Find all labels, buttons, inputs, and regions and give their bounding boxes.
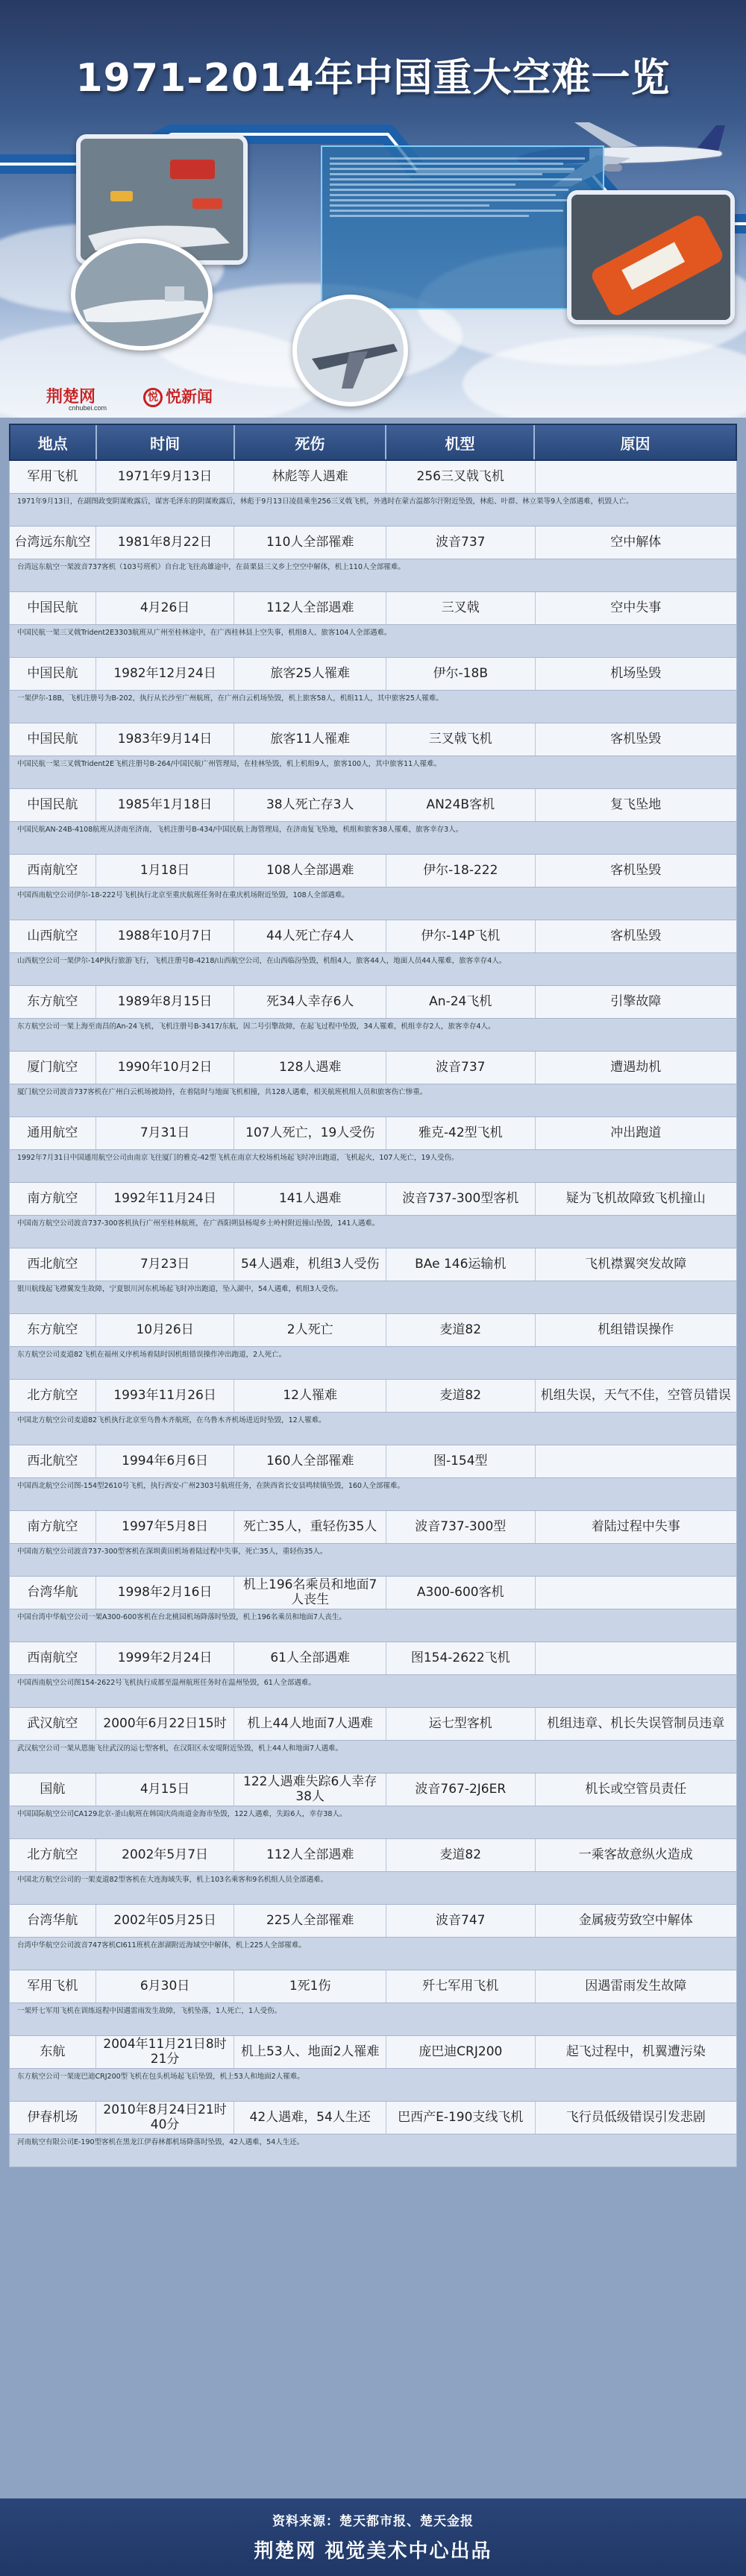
cell-cause: 一乘客故意纵火造成 (578, 1847, 693, 1862)
cell-cause: 客机坠毁 (610, 862, 662, 878)
source-note: 资料来源：楚天都市报、楚天金报 (272, 2514, 474, 2529)
cell-time: 2000年6月22日15时 (96, 1708, 235, 1740)
cell-model: 波音737-300型 (386, 1511, 536, 1543)
table-header-row (9, 424, 737, 461)
table-record (9, 1774, 737, 1839)
cell-place: 北方航空 (10, 1839, 96, 1871)
cell-cause: 机长或空管员责任 (585, 1781, 687, 1797)
cell-casualties: 128人遇难 (234, 1052, 386, 1084)
row-detail-text: 中国西北航空公司图-154型2610号飞机，执行西安-广州2303号航班任务，在陕西省长安县鸣犊镇坠毁，160人全部罹难。 (9, 1478, 737, 1511)
cell-time: 1992年11月24日 (96, 1183, 235, 1215)
cell-casualties: 225人全部罹难 (234, 1905, 386, 1937)
cell-model: A300-600客机 (386, 1577, 536, 1609)
table-record (9, 1970, 737, 2036)
cnhubei-logo: 荆楚网 cnhubei.com (46, 387, 107, 412)
table-row (9, 1445, 737, 1478)
cell-cause (536, 1577, 736, 1609)
flight-recorder-photo (567, 190, 735, 324)
cell-time: 1月18日 (96, 855, 235, 887)
header-time: 时间 (97, 425, 235, 459)
cell-time: 4月15日 (96, 1774, 235, 1806)
cell-model: 波音737 (386, 1052, 536, 1084)
row-detail-text: 厦门航空公司波音737客机在广州白云机场被劫持，在着陆时与地面飞机相撞，共128人遇难，相关航班机组人员和旅客伤亡惨重。 (9, 1084, 737, 1117)
cell-time: 1983年9月14日 (96, 723, 235, 755)
cell-cause: 空中解体 (610, 534, 662, 550)
cell-cause: 机组违章、机长失误管制员违章 (547, 1715, 725, 1731)
page-title: 1971-2014年中国重大空难一览 (75, 56, 671, 101)
header-casualties: 死伤 (235, 425, 386, 459)
table-row (9, 1905, 737, 1938)
table-record (9, 592, 737, 658)
table-record (9, 1380, 737, 1445)
table-record (9, 986, 737, 1052)
table-record (9, 1577, 737, 1642)
cell-cause (536, 1642, 736, 1674)
cell-model: 波音737 (386, 527, 536, 559)
cell-time: 7月31日 (96, 1117, 235, 1149)
row-detail-text: 1971年9月13日，在副图政变阴谋败露后，谋害毛泽东的阴谋败露后，林彪于9月13日凌晨乘坐256三叉戟飞机，外逃时在蒙古温都尔汗附近坠毁，林彪、叶群、林立果等9人全部遇难，机毁人亡。 (9, 494, 737, 527)
cell-cause: 客机坠毁 (610, 731, 662, 747)
cell-casualties: 112人全部遇难 (234, 592, 386, 624)
cell-model: 伊尔-14P飞机 (386, 920, 536, 952)
cell-model: 三叉戟 (386, 592, 536, 624)
cell-time: 1999年2月24日 (96, 1642, 235, 1674)
cell-model: 图-154型 (386, 1445, 536, 1477)
row-detail-text: 武汉航空公司一架从恩施飞往武汉的运七型客机，在汉阳区永安堤附近坠毁，机上44人和地面7人遇难。 (9, 1741, 737, 1774)
cell-time: 1990年10月2日 (96, 1052, 235, 1084)
cell-time: 1993年11月26日 (96, 1380, 235, 1412)
crash-table (9, 424, 737, 2167)
cell-time: 4月26日 (96, 592, 235, 624)
cell-casualties: 160人全部罹难 (234, 1445, 386, 1477)
cell-place: 中国民航 (10, 789, 96, 821)
cell-casualties: 2人死亡 (234, 1314, 386, 1346)
table-row (9, 1970, 737, 2003)
yue-news-logo: 悦 悦新闻 (143, 385, 213, 407)
cell-model: 256三叉戟飞机 (386, 461, 536, 493)
row-detail-text: 台湾中华航空公司波音747客机CI611班机在澎湖附近海域空中解体，机上225人全部罹难。 (9, 1938, 737, 1970)
table-row (9, 1774, 737, 1806)
cell-place: 山西航空 (10, 920, 96, 952)
intro-text-box (321, 145, 604, 310)
cell-place: 中国民航 (10, 592, 96, 624)
cell-casualties: 机上44人地面7人遇难 (234, 1708, 386, 1740)
cell-cause: 飞行员低级错误引发悲剧 (565, 2109, 706, 2125)
cell-casualties: 44人死亡存4人 (234, 920, 386, 952)
table-record (9, 461, 737, 527)
table-record (9, 658, 737, 723)
table-row (9, 1117, 737, 1150)
cell-time: 2010年8月24日21时40分 (96, 2102, 235, 2134)
cell-cause: 机场坠毁 (610, 665, 662, 681)
header-place: 地点 (10, 425, 97, 459)
row-detail-text: 1992年7月31日中国通用航空公司由南京飞往厦门的雅克-42型飞机在南京大校场机场起飞时冲出跑道，飞机起火，107人死亡，19人受伤。 (9, 1150, 737, 1183)
table-row (9, 1052, 737, 1084)
cell-cause: 疑为飞机故障致飞机撞山 (565, 1190, 706, 1206)
table-row (9, 527, 737, 559)
cell-model: An-24飞机 (386, 986, 536, 1018)
table-record (9, 1314, 737, 1380)
table-record (9, 1117, 737, 1183)
cell-casualties: 122人遇难失踪6人幸存38人 (234, 1774, 386, 1806)
table-row (9, 1248, 737, 1281)
cell-casualties: 死亡35人，重轻伤35人 (234, 1511, 386, 1543)
table-record (9, 1642, 737, 1708)
cell-time: 1988年10月7日 (96, 920, 235, 952)
cell-cause: 引擎故障 (610, 993, 662, 1009)
cell-place: 伊春机场 (10, 2102, 96, 2134)
cell-casualties: 旅客25人罹难 (234, 658, 386, 690)
cell-place: 南方航空 (10, 1183, 96, 1215)
row-detail-text: 中国南方航空公司波音737-300型客机在深圳黄田机场着陆过程中失事，死亡35人，重轻伤35人。 (9, 1544, 737, 1577)
cell-casualties: 死34人幸存6人 (234, 986, 386, 1018)
table-row (9, 920, 737, 953)
cell-cause: 客机坠毁 (610, 928, 662, 943)
table-row (9, 1314, 737, 1347)
cell-place: 台湾华航 (10, 1577, 96, 1609)
cell-casualties: 机上53人、地面2人罹难 (234, 2036, 386, 2068)
cell-place: 台湾远东航空 (10, 527, 96, 559)
cell-cause: 金属疲劳致空中解体 (578, 1912, 693, 1928)
row-detail-text: 河南航空有限公司E-190型客机在黑龙江伊春林都机场降落时坠毁，42人遇难，54人生还。 (9, 2134, 737, 2167)
cell-model: 图154-2622飞机 (386, 1642, 536, 1674)
table-row (9, 986, 737, 1019)
cell-casualties: 61人全部遇难 (234, 1642, 386, 1674)
cell-casualties: 机上196名乘员和地面7人丧生 (234, 1577, 386, 1609)
table-record (9, 723, 737, 789)
cell-casualties: 110人全部罹难 (234, 527, 386, 559)
cell-cause: 起飞过程中，机翼遭污染 (565, 2043, 706, 2059)
table-record (9, 2102, 737, 2167)
table-row (9, 1380, 737, 1413)
cell-place: 厦门航空 (10, 1052, 96, 1084)
cell-casualties: 林彪等人遇难 (234, 461, 386, 493)
cell-place: 中国民航 (10, 658, 96, 690)
cell-time: 2002年05月25日 (96, 1905, 235, 1937)
cell-cause: 遭遇劫机 (610, 1059, 662, 1075)
header-banner (0, 0, 746, 418)
table-record (9, 1052, 737, 1117)
cell-cause: 着陆过程中失事 (591, 1518, 680, 1534)
cell-casualties: 1死1伤 (234, 1970, 386, 2002)
cell-time: 2002年5月7日 (96, 1839, 235, 1871)
table-row (9, 1511, 737, 1544)
table-row (9, 1839, 737, 1872)
table-record (9, 2036, 737, 2102)
header-cause: 原因 (620, 434, 651, 453)
table-record (9, 920, 737, 986)
cell-model: 波音737-300型客机 (386, 1183, 536, 1215)
cell-model: 运七型客机 (386, 1708, 536, 1740)
cell-model: 巴西产E-190支线飞机 (386, 2102, 536, 2134)
cell-model: 麦道82 (386, 1380, 536, 1412)
cell-model: 庞巴迪CRJ200 (386, 2036, 536, 2068)
cell-casualties: 旅客11人罹难 (234, 723, 386, 755)
table-row (9, 1577, 737, 1609)
cell-model: 波音747 (386, 1905, 536, 1937)
cell-casualties: 107人死亡，19人受伤 (234, 1117, 386, 1149)
cell-casualties: 42人遇难，54人生还 (234, 2102, 386, 2134)
cell-cause: 复飞坠地 (610, 797, 662, 812)
table-record (9, 1445, 737, 1511)
cell-casualties: 38人死亡存3人 (234, 789, 386, 821)
cell-model: 雅克-42型飞机 (386, 1117, 536, 1149)
cell-time: 1994年6月6日 (96, 1445, 235, 1477)
row-detail-text: 中国西南航空公司图154-2622号飞机执行成都至温州航班任务时在温州坠毁，61人全部遇难。 (9, 1675, 737, 1708)
cell-time: 1998年2月16日 (96, 1577, 235, 1609)
cell-model: 歼七军用飞机 (386, 1970, 536, 2002)
cell-model: BAe 146运输机 (386, 1248, 536, 1281)
cell-model: 波音767-2J6ER (386, 1774, 536, 1806)
cell-place: 台湾华航 (10, 1905, 96, 1937)
table-row (9, 2036, 737, 2069)
cell-model: 三叉戟飞机 (386, 723, 536, 755)
cell-casualties: 141人遇难 (234, 1183, 386, 1215)
cell-casualties: 112人全部遇难 (234, 1839, 386, 1871)
table-row (9, 1708, 737, 1741)
row-detail-text: 中国西南航空公司伊尔-18-222号飞机执行北京至重庆航班任务时在重庆机场附近坠毁，108人全部遇难。 (9, 888, 737, 920)
row-detail-text: 中国北方航空公司的一架麦道82型客机在大连海域失事，机上103名乘客和9名机组人员全部遇难。 (9, 1872, 737, 1905)
cell-time: 1971年9月13日 (96, 461, 235, 493)
table-record (9, 1839, 737, 1905)
row-detail-text: 东方航空公司一架上海至南昌的An-24飞机，飞机注册号B-3417/东航，因二号引擎故障，在起飞过程中坠毁，34人罹难，机组幸存2人，旅客幸存4人。 (9, 1019, 737, 1052)
cell-cause: 空中失事 (610, 600, 662, 615)
cell-time: 1985年1月18日 (96, 789, 235, 821)
cell-time: 7月23日 (96, 1248, 235, 1281)
cell-place: 西南航空 (10, 1642, 96, 1674)
row-detail-text: 东方航空公司一架庞巴迪CRJ200型飞机在包头机场起飞后坠毁，机上53人和地面2人罹难。 (9, 2069, 737, 2102)
producer-credit: 荆楚网 视觉美术中心出品 (254, 2540, 492, 2563)
cell-model: AN24B客机 (386, 789, 536, 821)
table-row (9, 1183, 737, 1216)
table-row (9, 2102, 737, 2134)
table-row (9, 658, 737, 691)
runway-plane-photo (292, 295, 408, 406)
cell-time: 6月30日 (96, 1970, 235, 2002)
table-record (9, 855, 737, 920)
cell-time: 1982年12月24日 (96, 658, 235, 690)
row-detail-text: 中国南方航空公司波音737-300客机执行广州至桂林航班，在广西阳朔县杨堤乡土岭村附近撞山坠毁，141人遇难。 (9, 1216, 737, 1248)
cell-model: 麦道82 (386, 1839, 536, 1871)
cell-place: 通用航空 (10, 1117, 96, 1149)
table-row (9, 789, 737, 822)
cell-model: 伊尔-18-222 (386, 855, 536, 887)
table-record (9, 1248, 737, 1314)
row-detail-text: 东方航空公司麦道82飞机在福州义序机场着陆时因机组错误操作冲出跑道，2人死亡。 (9, 1347, 737, 1380)
table-record (9, 1905, 737, 1970)
cell-cause: 机组失误，天气不佳，空管员错误 (540, 1387, 731, 1403)
cell-cause: 飞机襟翼突发故障 (585, 1256, 687, 1272)
cell-place: 北方航空 (10, 1380, 96, 1412)
cell-place: 军用飞机 (10, 1970, 96, 2002)
table-record (9, 1511, 737, 1577)
table-row (9, 461, 737, 494)
cell-casualties: 108人全部遇难 (234, 855, 386, 887)
cell-time: 1997年5月8日 (96, 1511, 235, 1543)
cell-cause (536, 1445, 736, 1477)
cell-cause (536, 461, 736, 493)
table-body (9, 461, 737, 2167)
row-detail-text: 银川航线起飞襟翼发生故障，宁夏银川河东机场起飞时冲出跑道，坠入湖中，54人遇难，机组3人受伤。 (9, 1281, 737, 1314)
cell-place: 武汉航空 (10, 1708, 96, 1740)
cell-place: 南方航空 (10, 1511, 96, 1543)
cell-place: 西南航空 (10, 855, 96, 887)
cell-time: 1981年8月22日 (96, 527, 235, 559)
cell-place: 东方航空 (10, 1314, 96, 1346)
cell-time: 2004年11月21日8时21分 (96, 2036, 235, 2068)
crash-wreck-photo (71, 239, 213, 351)
table-row (9, 592, 737, 625)
table-row (9, 1642, 737, 1675)
cell-time: 1989年8月15日 (96, 986, 235, 1018)
cell-cause: 因遇雷雨发生故障 (585, 1978, 687, 1994)
cell-place: 军用飞机 (10, 461, 96, 493)
table-record (9, 1708, 737, 1774)
cell-place: 西北航空 (10, 1445, 96, 1477)
row-detail-text: 中国国际航空公司CA129北京-釜山航班在韩国庆尚南道金海市坠毁，122人遇难，失踪6人，幸存38人。 (9, 1806, 737, 1839)
cell-time: 10月26日 (96, 1314, 235, 1346)
row-detail-text: 中国民航一架三叉戟Trident2E飞机注册号B-264/中国民航广州管理局，在桂林坠毁，机上机组9人，旅客100人，其中旅客11人罹难。 (9, 756, 737, 789)
table-record (9, 789, 737, 855)
cell-place: 东方航空 (10, 986, 96, 1018)
cell-cause: 冲出跑道 (610, 1125, 662, 1140)
row-detail-text: 中国民航AN-24B-4108航班从济南至济南，飞机注册号B-434/中国民航上海管理局，在济南复飞坠地，机组和旅客38人罹难，旅客幸存3人。 (9, 822, 737, 855)
cell-place: 东航 (10, 2036, 96, 2068)
row-detail-text: 中国台湾中华航空公司一架A300-600客机在台北桃园机场降落时坠毁，机上196名乘员和地面7人丧生。 (9, 1609, 737, 1642)
row-detail-text: 台湾远东航空一架波音737客机（103号班机）自台北飞往高雄途中，在苗栗县三义乡上空空中解体，机上110人全部罹难。 (9, 559, 737, 592)
row-detail-text: 山西航空公司一架伊尔-14P执行旅游飞行，飞机注册号B-4218/山西航空公司，在山西临汾坠毁，机组4人，旅客44人，地面人员44人罹难，旅客幸存4人。 (9, 953, 737, 986)
row-detail-text: 一架歼七军用飞机在训练返程中因遇雷雨发生故障，飞机坠落，1人死亡，1人受伤。 (9, 2003, 737, 2036)
row-detail-text: 中国民航一架三叉戟Trident2E3303航班从广州至桂林途中，在广西桂林县上空失事，机组8人、旅客104人全部遇难。 (9, 625, 737, 658)
cell-place: 中国民航 (10, 723, 96, 755)
row-detail-text: 中国北方航空公司麦道82飞机执行北京至乌鲁木齐航班，在乌鲁木齐机场进近时坠毁，12人罹难。 (9, 1413, 737, 1445)
cell-casualties: 12人罹难 (234, 1380, 386, 1412)
table-row (9, 855, 737, 888)
table-record (9, 1183, 737, 1248)
cell-casualties: 54人遇难，机组3人受伤 (234, 1248, 386, 1281)
cell-place: 西北航空 (10, 1248, 96, 1281)
cell-cause: 机组错误操作 (598, 1322, 674, 1337)
cell-model: 伊尔-18B (386, 658, 536, 690)
table-record (9, 527, 737, 592)
row-detail-text: 一架伊尔-18B，飞机注册号为B-202，执行从长沙至广州航班，在广州白云机场坠毁，机上旅客58人，机组11人，其中旅客25人罹难。 (9, 691, 737, 723)
header-aircraft-model: 机型 (386, 425, 535, 459)
cell-model: 麦道82 (386, 1314, 536, 1346)
cell-place: 国航 (10, 1774, 96, 1806)
footer (0, 2491, 746, 2576)
table-row (9, 723, 737, 756)
